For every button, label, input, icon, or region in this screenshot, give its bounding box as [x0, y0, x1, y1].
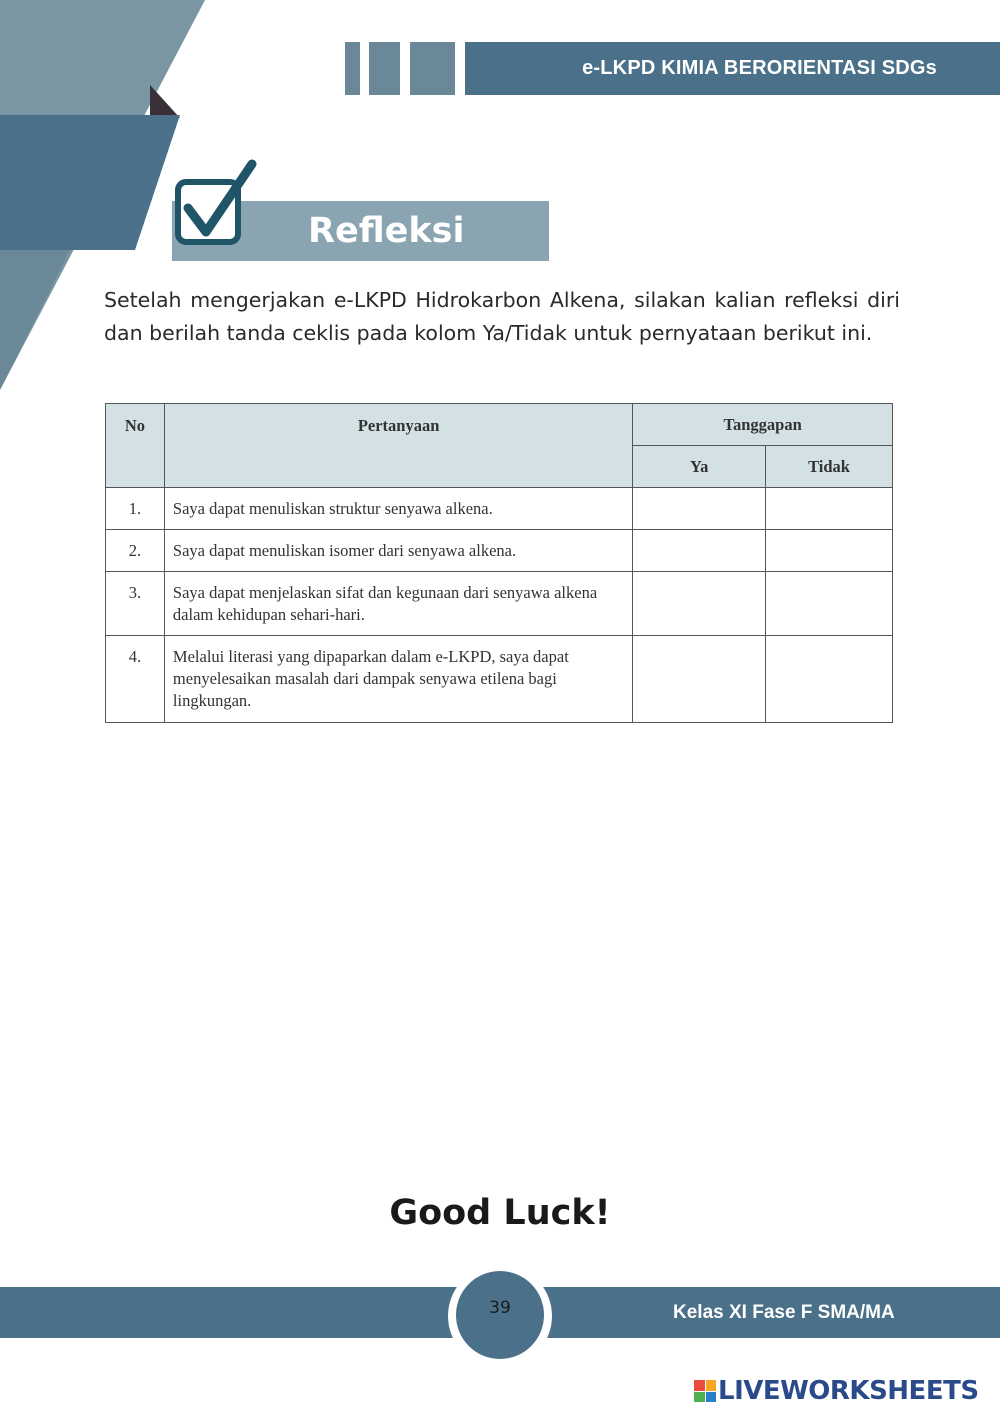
col-header-yes: Ya	[633, 446, 766, 488]
liveworksheets-brand: LIVEWORKSHEETS	[718, 1376, 979, 1406]
section-title: Refleksi	[308, 211, 465, 251]
closing-text: Good Luck!	[389, 1193, 611, 1233]
page-number-badge	[456, 1271, 544, 1359]
checkbox-check-icon	[172, 158, 258, 250]
liveworksheets-logo-icon	[694, 1380, 716, 1402]
table-row	[106, 488, 893, 530]
col-header-question: Pertanyaan	[164, 404, 632, 488]
header-bar	[465, 42, 1000, 95]
col-header-no: No	[106, 404, 165, 488]
header-stripe-1	[345, 42, 360, 95]
answer-no-cell[interactable]	[766, 572, 893, 636]
answer-no-cell[interactable]	[766, 636, 893, 723]
col-header-no-answer: Tidak	[766, 446, 893, 488]
table-row	[106, 572, 893, 636]
answer-no-cell[interactable]	[766, 530, 893, 572]
row-question: Melalui literasi yang dipaparkan dalam e-LKPD, saya dapat menyelesaikan masalah dari dampak senyawa etilena bagi lingkungan.	[164, 636, 632, 723]
footer-class-label: Kelas XI Fase F SMA/MA	[673, 1302, 895, 1323]
row-number: 4.	[106, 636, 165, 723]
table-row	[106, 530, 893, 572]
row-number: 3.	[106, 572, 165, 636]
reflection-table	[105, 403, 893, 723]
row-number: 2.	[106, 530, 165, 572]
answer-yes-cell[interactable]	[633, 488, 766, 530]
liveworksheets-watermark	[694, 1376, 979, 1406]
page-number: 39	[489, 1298, 511, 1318]
header-stripe-2	[369, 42, 400, 95]
row-number: 1.	[106, 488, 165, 530]
intro-text: Setelah mengerjakan e-LKPD Hidrokarbon Alkena, silakan kalian refleksi diri dan berilah tanda ceklis pada kolom Ya/Tidak untuk pernyataan berikut ini.	[104, 288, 900, 345]
row-question: Saya dapat menuliskan isomer dari senyawa alkena.	[164, 530, 632, 572]
header-title: e-LKPD KIMIA BERORIENTASI SDGs	[582, 57, 937, 79]
header-stripe-3	[410, 42, 455, 95]
table-row	[106, 636, 893, 723]
answer-yes-cell[interactable]	[633, 636, 766, 723]
row-question: Saya dapat menuliskan struktur senyawa alkena.	[164, 488, 632, 530]
answer-no-cell[interactable]	[766, 488, 893, 530]
col-header-response: Tanggapan	[633, 404, 893, 446]
answer-yes-cell[interactable]	[633, 530, 766, 572]
answer-yes-cell[interactable]	[633, 572, 766, 636]
row-question: Saya dapat menjelaskan sifat dan kegunaan dari senyawa alkena dalam kehidupan sehari-hari.	[164, 572, 632, 636]
